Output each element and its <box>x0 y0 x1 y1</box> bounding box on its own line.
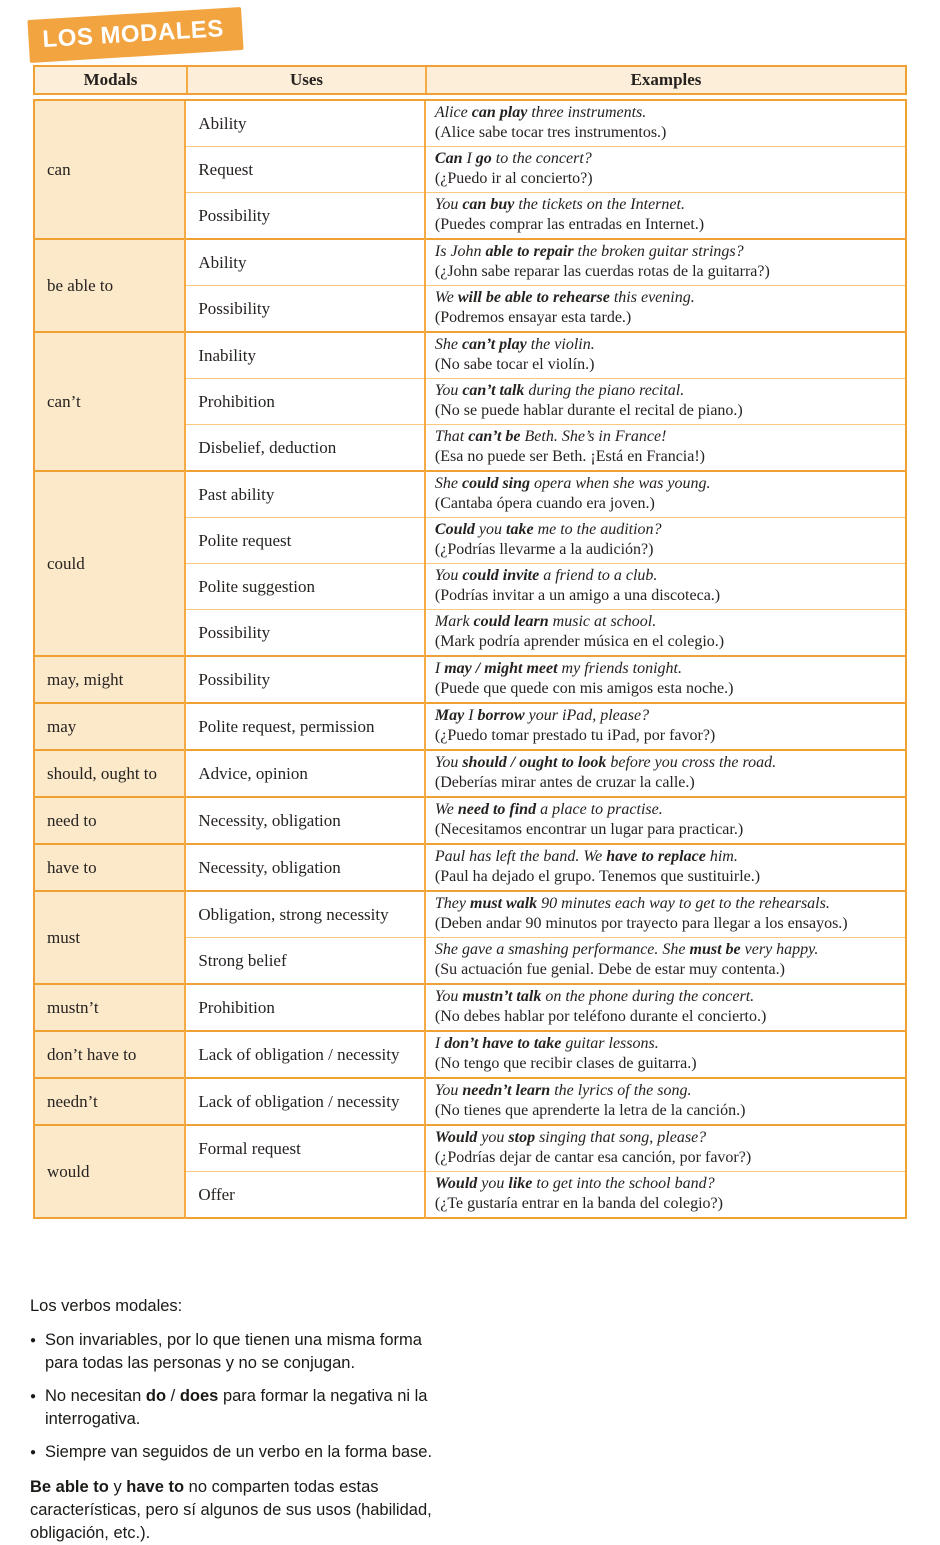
example-spanish: (Podremos ensayar esta tarde.) <box>434 309 632 326</box>
example-spanish: (Puedes comprar las entradas en Internet.) <box>434 216 705 233</box>
use-cell: Possibility <box>185 286 425 333</box>
bullet-icon: ● <box>30 1335 37 1346</box>
example-english: She can’t play the violin. <box>434 336 595 353</box>
table-row <box>34 703 906 750</box>
example-english: You could invite a friend to a club. <box>434 567 658 584</box>
notes-footer: Be able to y have to no comparten todas estas características, pero sí algunos de sus usos (habilidad, obligación, etc.). <box>30 1478 432 1542</box>
example-spanish: (No debes hablar por teléfono durante el concierto.) <box>434 1008 767 1025</box>
example-english: She could sing opera when she was young. <box>434 475 711 492</box>
example-cell <box>425 379 906 425</box>
example-english: Mark could learn music at school. <box>434 613 657 630</box>
example-cell <box>425 100 906 147</box>
use-cell: Ability <box>185 100 425 147</box>
example-cell <box>425 891 906 938</box>
note-text: Siempre van seguidos de un verbo en la forma base. <box>45 1443 433 1461</box>
example-spanish: (No sabe tocar el violín.) <box>434 356 595 373</box>
column-header-modals: Modals <box>83 70 138 89</box>
modals-sheet <box>33 65 907 1219</box>
example-cell <box>425 1078 906 1125</box>
use-cell: Necessity, obligation <box>185 844 425 891</box>
example-english: Could you take me to the audition? <box>434 521 662 538</box>
example-cell <box>425 938 906 985</box>
example-cell <box>425 471 906 518</box>
use-cell: Lack of obligation / necessity <box>185 1031 425 1078</box>
use-cell: Prohibition <box>185 984 425 1031</box>
example-cell <box>425 518 906 564</box>
example-english: Can I go to the concert? <box>434 150 592 167</box>
table-row <box>34 1078 906 1125</box>
use-cell: Disbelief, deduction <box>185 425 425 472</box>
example-spanish: (Mark podría aprender música en el colegio.) <box>434 633 725 650</box>
example-english: Would you stop singing that song, please? <box>434 1129 707 1146</box>
table-row <box>34 891 906 938</box>
banner-title: LOS MODALES <box>41 15 225 54</box>
example-english: Is John able to repair the broken guitar strings? <box>434 243 744 260</box>
example-spanish: (No tienes que aprenderte la letra de la canción.) <box>434 1102 746 1119</box>
example-english: Alice can play three instruments. <box>434 104 647 121</box>
use-cell: Past ability <box>185 471 425 518</box>
example-english: You can’t talk during the piano recital. <box>434 382 685 399</box>
column-header-uses: Uses <box>186 67 425 93</box>
example-spanish: (Esa no puede ser Beth. ¡Está en Francia!) <box>434 448 706 465</box>
modal-cell: must <box>34 891 185 984</box>
use-cell: Obligation, strong necessity <box>185 891 425 938</box>
modal-cell: needn’t <box>34 1078 185 1125</box>
example-spanish: (Necesitamos encontrar un lugar para practicar.) <box>434 821 744 838</box>
note-text: No necesitan do / does para formar la negativa ni la interrogativa. <box>45 1387 428 1428</box>
modals-table <box>33 99 907 1219</box>
example-english: We need to find a place to practise. <box>434 801 663 818</box>
example-spanish: (¿Puedo ir al concierto?) <box>434 170 593 187</box>
table-row <box>34 844 906 891</box>
modal-cell: may <box>34 703 185 750</box>
use-cell: Prohibition <box>185 379 425 425</box>
bullet-icon: ● <box>30 1391 37 1402</box>
notes-section <box>30 1295 458 1545</box>
table-row <box>34 239 906 286</box>
example-cell <box>425 147 906 193</box>
example-cell <box>425 656 906 703</box>
example-cell <box>425 425 906 472</box>
use-cell: Offer <box>185 1172 425 1219</box>
example-cell <box>425 844 906 891</box>
use-cell: Lack of obligation / necessity <box>185 1078 425 1125</box>
use-cell: Strong belief <box>185 938 425 985</box>
example-spanish: (Alice sabe tocar tres instrumentos.) <box>434 124 667 141</box>
example-cell <box>425 286 906 333</box>
use-cell: Ability <box>185 239 425 286</box>
example-spanish: (Puede que quede con mis amigos esta noche.) <box>434 680 734 697</box>
example-spanish: (Paul ha dejado el grupo. Tenemos que sustituirle.) <box>434 868 761 885</box>
use-cell: Advice, opinion <box>185 750 425 797</box>
table-row <box>34 797 906 844</box>
table-row <box>34 1125 906 1172</box>
example-english: May I borrow your iPad, please? <box>434 707 650 724</box>
section-banner <box>27 7 243 63</box>
example-cell <box>425 750 906 797</box>
example-spanish: (Podrías invitar a un amigo a una discoteca.) <box>434 587 721 604</box>
use-cell: Possibility <box>185 610 425 657</box>
example-spanish: (Deben andar 90 minutos por trayecto para llegar a los ensayos.) <box>434 915 848 932</box>
example-english: Paul has left the band. We have to replace him. <box>434 848 738 865</box>
example-cell <box>425 332 906 379</box>
modal-cell: would <box>34 1125 185 1218</box>
table-row <box>34 100 906 147</box>
example-spanish: (¿Podrías llevarme a la audición?) <box>434 541 654 558</box>
example-cell <box>425 193 906 240</box>
bullet-icon: ● <box>30 1447 37 1458</box>
note-bullet <box>30 1329 458 1375</box>
example-cell <box>425 239 906 286</box>
example-spanish: (Su actuación fue genial. Debe de estar muy contenta.) <box>434 961 785 978</box>
example-spanish: (¿John sabe reparar las cuerdas rotas de la guitarra?) <box>434 263 770 280</box>
modal-cell: should, ought to <box>34 750 185 797</box>
table-header <box>33 65 907 95</box>
example-english: You needn’t learn the lyrics of the song. <box>434 1082 692 1099</box>
column-header-examples: Examples <box>425 67 905 93</box>
example-spanish: (Deberías mirar antes de cruzar la calle.) <box>434 774 695 791</box>
example-cell <box>425 610 906 657</box>
example-english: I don’t have to take guitar lessons. <box>434 1035 659 1052</box>
example-english: She gave a smashing performance. She must be very happy. <box>434 941 819 958</box>
modal-cell: may, might <box>34 656 185 703</box>
modal-cell: be able to <box>34 239 185 332</box>
example-cell <box>425 703 906 750</box>
notes-list <box>30 1329 458 1464</box>
use-cell: Formal request <box>185 1125 425 1172</box>
table-row <box>34 1031 906 1078</box>
example-cell <box>425 1125 906 1172</box>
table-row <box>34 332 906 379</box>
table-row <box>34 656 906 703</box>
modal-cell: can <box>34 100 185 239</box>
modal-cell: mustn’t <box>34 984 185 1031</box>
table-row <box>34 984 906 1031</box>
example-spanish: (¿Podrías dejar de cantar esa canción, por favor?) <box>434 1149 752 1166</box>
example-spanish: (Cantaba ópera cuando era joven.) <box>434 495 655 512</box>
example-english: You mustn’t talk on the phone during the concert. <box>434 988 755 1005</box>
use-cell: Polite suggestion <box>185 564 425 610</box>
example-english: I may / might meet my friends tonight. <box>434 660 682 677</box>
note-text: Son invariables, por lo que tienen una misma forma para todas las personas y no se conjugan. <box>45 1331 422 1372</box>
modal-cell: can’t <box>34 332 185 471</box>
example-english: We will be able to rehearse this evening. <box>434 289 695 306</box>
table-row <box>34 471 906 518</box>
modal-cell: need to <box>34 797 185 844</box>
notes-intro: Los verbos modales: <box>30 1297 183 1315</box>
modal-cell: have to <box>34 844 185 891</box>
example-spanish: (No se puede hablar durante el recital de piano.) <box>434 402 743 419</box>
example-cell <box>425 564 906 610</box>
example-spanish: (¿Puedo tomar prestado tu iPad, por favor?) <box>434 727 716 744</box>
example-english: You should / ought to look before you cross the road. <box>434 754 777 771</box>
modal-cell: don’t have to <box>34 1031 185 1078</box>
example-cell <box>425 984 906 1031</box>
table-row <box>34 750 906 797</box>
example-english: That can’t be Beth. She’s in France! <box>434 428 667 445</box>
example-english: Would you like to get into the school band? <box>434 1175 715 1192</box>
example-spanish: (¿Te gustaría entrar en la banda del colegio?) <box>434 1195 723 1212</box>
example-cell <box>425 1031 906 1078</box>
use-cell: Possibility <box>185 656 425 703</box>
note-bullet <box>30 1385 458 1431</box>
example-spanish: (No tengo que recibir clases de guitarra.) <box>434 1055 697 1072</box>
example-cell <box>425 797 906 844</box>
use-cell: Possibility <box>185 193 425 240</box>
use-cell: Polite request <box>185 518 425 564</box>
modal-cell: could <box>34 471 185 656</box>
use-cell: Polite request, permission <box>185 703 425 750</box>
use-cell: Necessity, obligation <box>185 797 425 844</box>
example-english: They must walk 90 minutes each way to get to the rehearsals. <box>434 895 830 912</box>
use-cell: Request <box>185 147 425 193</box>
example-cell <box>425 1172 906 1219</box>
example-english: You can buy the tickets on the Internet. <box>434 196 685 213</box>
use-cell: Inability <box>185 332 425 379</box>
note-bullet <box>30 1441 458 1464</box>
